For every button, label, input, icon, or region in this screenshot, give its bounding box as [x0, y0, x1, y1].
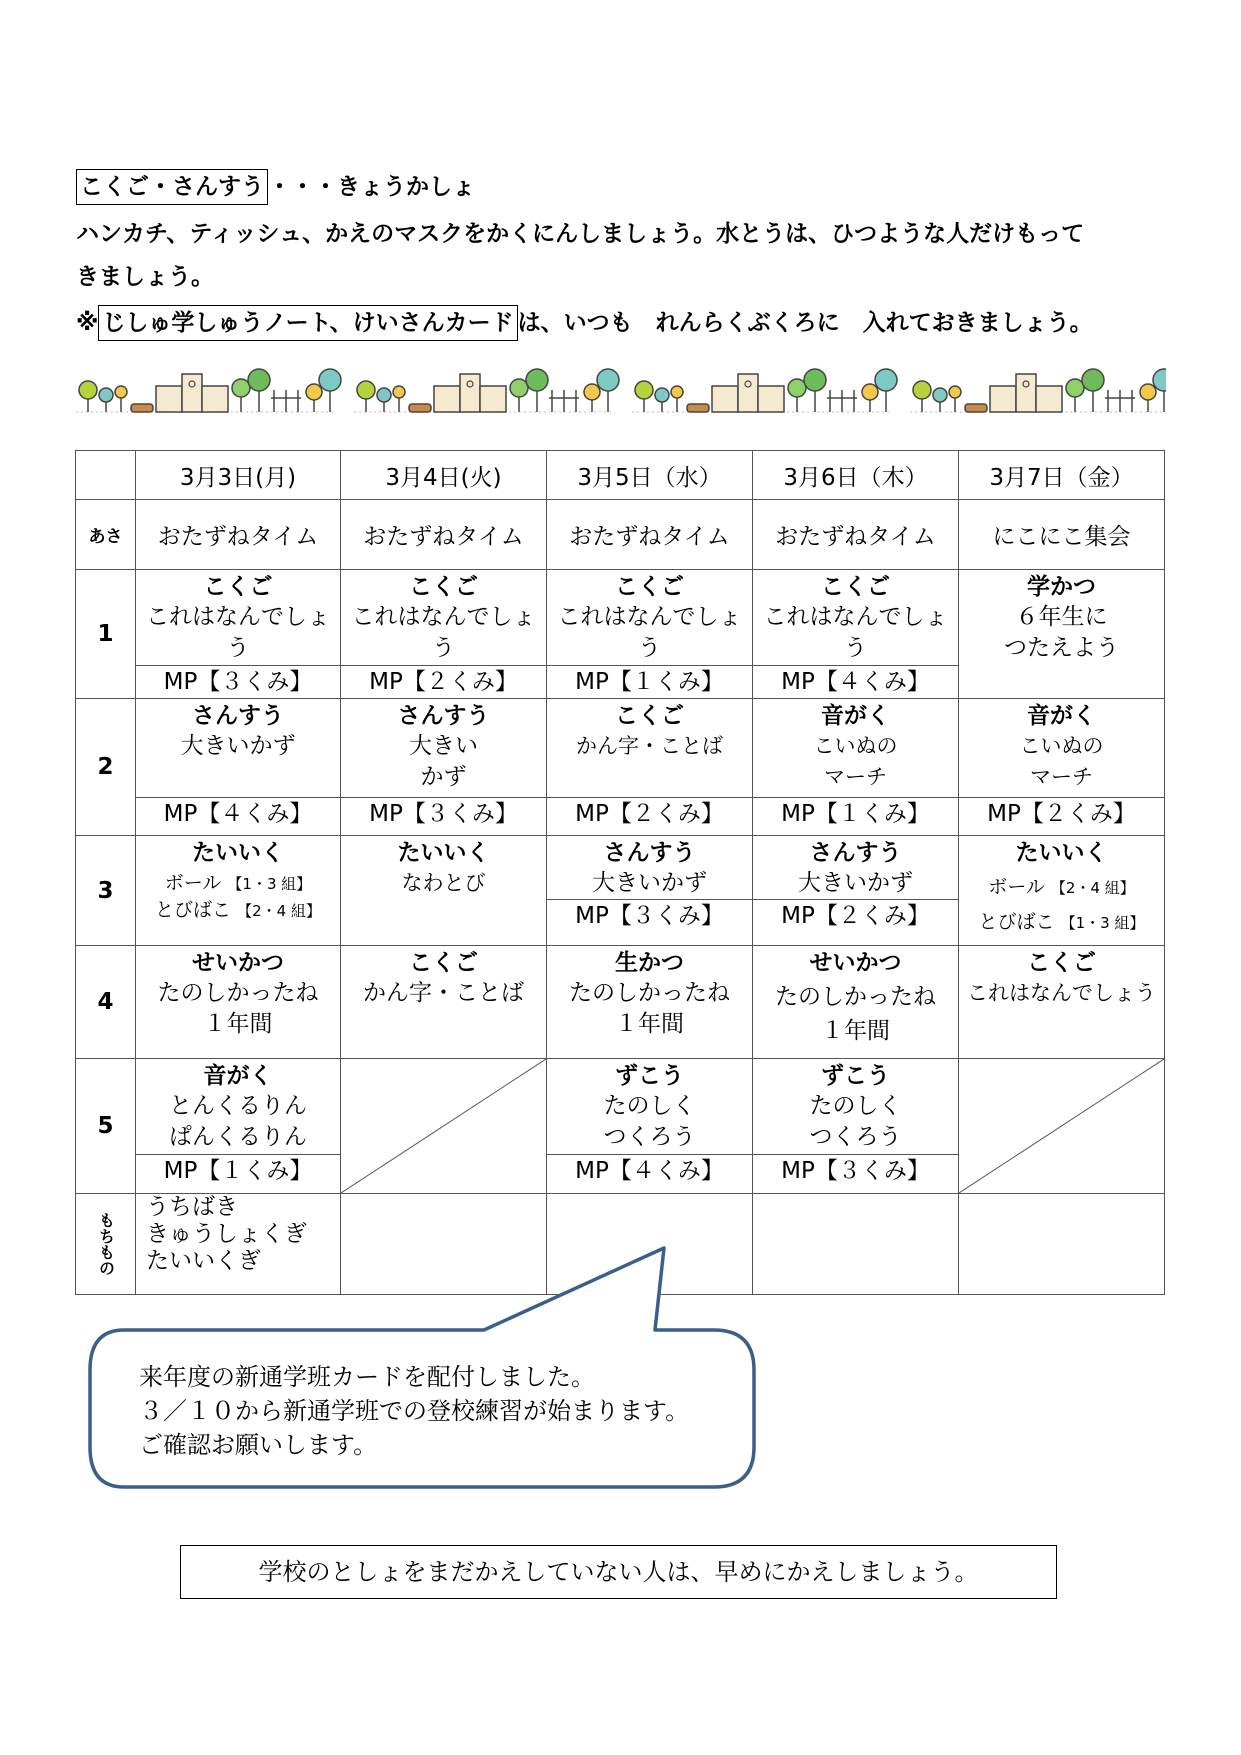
- mochimono-label: もちもの: [76, 1194, 136, 1295]
- corner-cell: [76, 451, 136, 500]
- lesson-cell: さんすう 大きいかず MP【４くみ】: [136, 699, 341, 836]
- asa-label: あさ: [76, 500, 136, 570]
- lesson-cell: 生かつ たのしかったね １年間: [547, 946, 753, 1059]
- intro-line-3: きましょう。: [76, 264, 214, 290]
- library-notice: 学校のとしょをまだかえしていない人は、早めにかえしましょう。: [180, 1545, 1057, 1599]
- lesson-cell: ずこう たのしく つくろう MP【４くみ】: [547, 1059, 753, 1194]
- day-header: 3月5日（水）: [547, 451, 753, 500]
- lesson-cell: こくご これはなんでしょう MP【４くみ】: [753, 570, 959, 699]
- notebook-box: じしゅ学しゅうノート、けいさんカード: [98, 305, 517, 341]
- asa-cell: おたずねタイム: [547, 500, 753, 570]
- period-number: 3: [76, 836, 136, 946]
- no-class-slash: [959, 1059, 1164, 1193]
- lesson-cell: こくご かん字・ことば: [341, 946, 547, 1059]
- day-header: 3月6日（木）: [753, 451, 959, 500]
- intro-line-2: ハンカチ、ティッシュ、かえのマスクをかくにんしましょう。水とうは、ひつような人だけもって: [76, 221, 1085, 247]
- asa-cell: にこにこ集会: [959, 500, 1165, 570]
- asa-cell: おたずねタイム: [136, 500, 341, 570]
- period-number: 5: [76, 1059, 136, 1194]
- trees-border-decoration: [76, 360, 1166, 420]
- asa-cell: おたずねタイム: [341, 500, 547, 570]
- lesson-cell: たいいく ボール 【1・3 組】 とびばこ 【2・4 組】: [136, 836, 341, 946]
- schedule-table: [75, 450, 1165, 1295]
- period-row-2: [76, 699, 1165, 836]
- bubble-message: 来年度の新通学班カードを配付しました。 ３／１０から新通学班での登校練習が始まります。 ご確認お願いします。: [139, 1363, 690, 1459]
- mochimono-list: うちばき きゅうしょくぎ たいいくぎ: [136, 1194, 341, 1295]
- lesson-cell: たいいく ボール 【2・4 組】 とびばこ 【1・3 組】: [959, 836, 1165, 946]
- lesson-cell: こくご これはなんでしょう: [959, 946, 1165, 1059]
- lesson-cell: さんすう 大きいかず MP【３くみ】: [547, 836, 753, 946]
- lesson-cell: こくご これはなんでしょう MP【２くみ】: [341, 570, 547, 699]
- empty-lesson-cell: [959, 1059, 1165, 1194]
- period-row-4: [76, 946, 1165, 1059]
- lesson-cell: こくご これはなんでしょう MP【１くみ】: [547, 570, 753, 699]
- lesson-cell: せいかつ たのしかったね １年間: [753, 946, 959, 1059]
- lesson-cell: さんすう 大きいかず MP【２くみ】: [753, 836, 959, 946]
- mochimono-cell: [959, 1194, 1165, 1295]
- lesson-cell: 音がく とんくるりん ぱんくるりん MP【１くみ】: [136, 1059, 341, 1194]
- asa-row: [76, 500, 1165, 570]
- lesson-cell: こくご かん字・ことば MP【２くみ】: [547, 699, 753, 836]
- day-header: 3月7日（金）: [959, 451, 1165, 500]
- lesson-cell: こくご これはなんでしょう MP【３くみ】: [136, 570, 341, 699]
- lesson-cell: たいいく なわとび: [341, 836, 547, 946]
- intro-line-1: こくご・さんすう ・・・きょうかしょ: [76, 168, 475, 201]
- lesson-cell: せいかつ たのしかったね １年間: [136, 946, 341, 1059]
- day-header: 3月4日(火): [341, 451, 547, 500]
- lesson-cell: 音がく こいぬの マーチ MP【２くみ】: [959, 699, 1165, 836]
- subjects-box: こくご・さんすう: [76, 169, 268, 205]
- intro-line-4: ※ じしゅ学しゅうノート、けいさんカード は、いつも れんらくぶくろに 入れておきましょう。: [76, 304, 1093, 337]
- period-row-3: [76, 836, 1165, 946]
- period-number: 1: [76, 570, 136, 699]
- lesson-cell: 音がく こいぬの マーチ MP【１くみ】: [753, 699, 959, 836]
- period-number: 4: [76, 946, 136, 1059]
- date-header-row: [76, 451, 1165, 500]
- lesson-cell: ずこう たのしく つくろう MP【３くみ】: [753, 1059, 959, 1194]
- lesson-cell: 学かつ ６年生に つたえよう: [959, 570, 1165, 699]
- lesson-cell: さんすう 大きい かず MP【３くみ】: [341, 699, 547, 836]
- asa-cell: おたずねタイム: [753, 500, 959, 570]
- mochimono-cell: [753, 1194, 959, 1295]
- period-row-1: [76, 570, 1165, 699]
- period-number: 2: [76, 699, 136, 836]
- day-header: 3月3日(月): [136, 451, 341, 500]
